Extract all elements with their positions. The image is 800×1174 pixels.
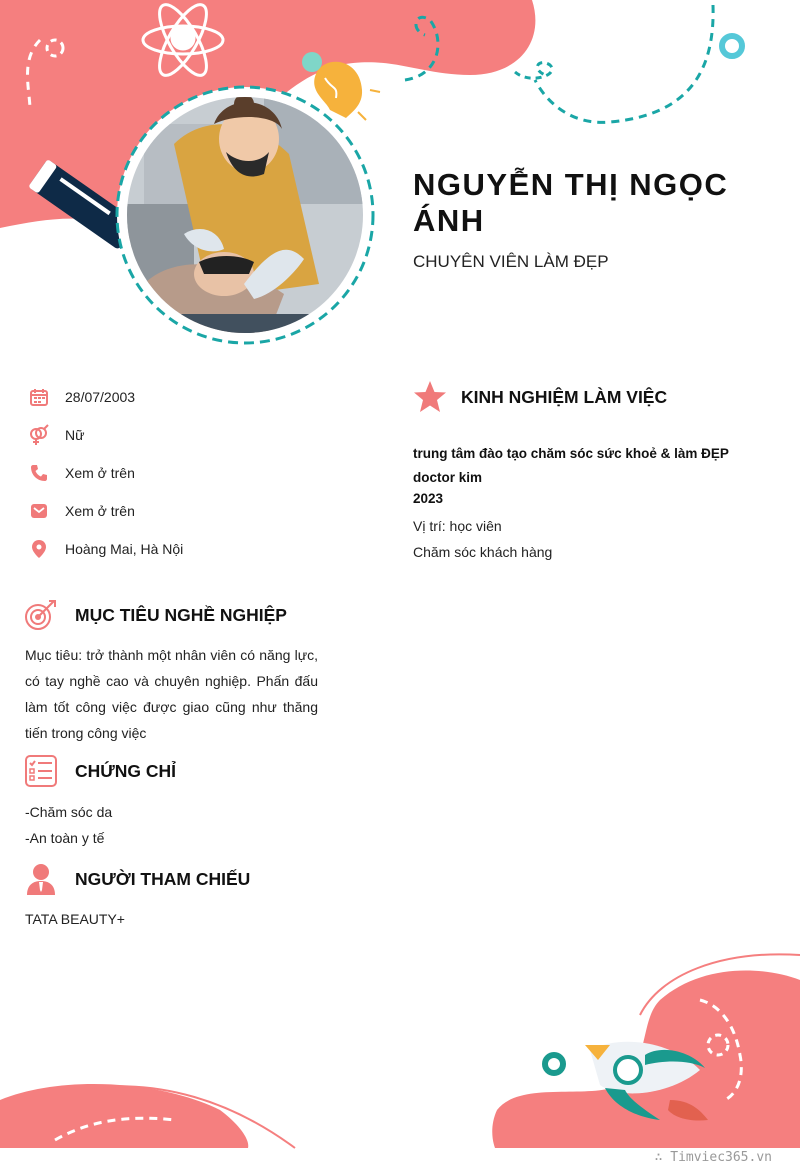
objective-heading [24, 598, 287, 632]
star-icon [413, 380, 447, 414]
objective-text: Mục tiêu: trở thành một nhân viên có năng lực, có tay nghề cao và chuyên nghiệp. Phấn đấu làm tốt công việc được giao cũng như thăng tiến trong công việc [25, 647, 318, 741]
calendar-icon [28, 386, 50, 408]
references-title: NGƯỜI THAM CHIẾU [75, 868, 251, 889]
experience-position: Vị trí: học viên [413, 518, 502, 534]
profile-photo-illustration [114, 84, 376, 346]
candidate-name: NGUYỄN THỊ NGỌC ÁNH [413, 167, 729, 238]
target-icon [24, 598, 58, 632]
gender-value: Nữ [65, 427, 85, 443]
gender-icon [28, 424, 50, 446]
certificates-title: CHỨNG CHỈ [75, 760, 177, 781]
phone-icon [28, 462, 50, 484]
birthday-value: 28/07/2003 [65, 389, 136, 405]
experience-task: Chăm sóc khách hàng [413, 544, 553, 560]
certificate-item: -Chăm sóc da [25, 804, 113, 820]
certificates-heading [24, 754, 176, 788]
reference-text: TATA BEAUTY+ [25, 911, 125, 927]
address-value: Hoàng Mai, Hà Nội [65, 541, 184, 557]
experience-year: 2023 [413, 491, 444, 506]
contact-email [28, 500, 135, 522]
email-value: Xem ở trên [65, 503, 135, 519]
checklist-icon [24, 754, 58, 788]
email-icon [28, 500, 50, 522]
phone-value: Xem ở trên [65, 465, 135, 481]
references-heading [24, 862, 250, 896]
experience-title: KINH NGHIỆM LÀM VIỆC [461, 386, 668, 407]
contact-gender [28, 424, 84, 446]
location-icon [28, 538, 50, 560]
watermark: ∴ Timviec365.vn [654, 1150, 772, 1165]
person-icon [24, 862, 58, 896]
profile-photo [114, 84, 376, 346]
objective-title: MỤC TIÊU NGHỀ NGHIỆP [75, 604, 287, 625]
bottom-left-blob [0, 1084, 248, 1148]
certificate-item: -An toàn y tế [25, 830, 105, 846]
experience-company: trung tâm đào tạo chăm sóc sức khoẻ & làm ĐẸP doctor kim [413, 446, 729, 485]
contact-address [28, 538, 183, 560]
experience-heading [413, 380, 667, 414]
job-title: CHUYÊN VIÊN LÀM ĐẸP [413, 252, 609, 271]
contact-birthday [28, 386, 135, 408]
ring-decoration [722, 36, 742, 56]
contact-phone [28, 462, 135, 484]
